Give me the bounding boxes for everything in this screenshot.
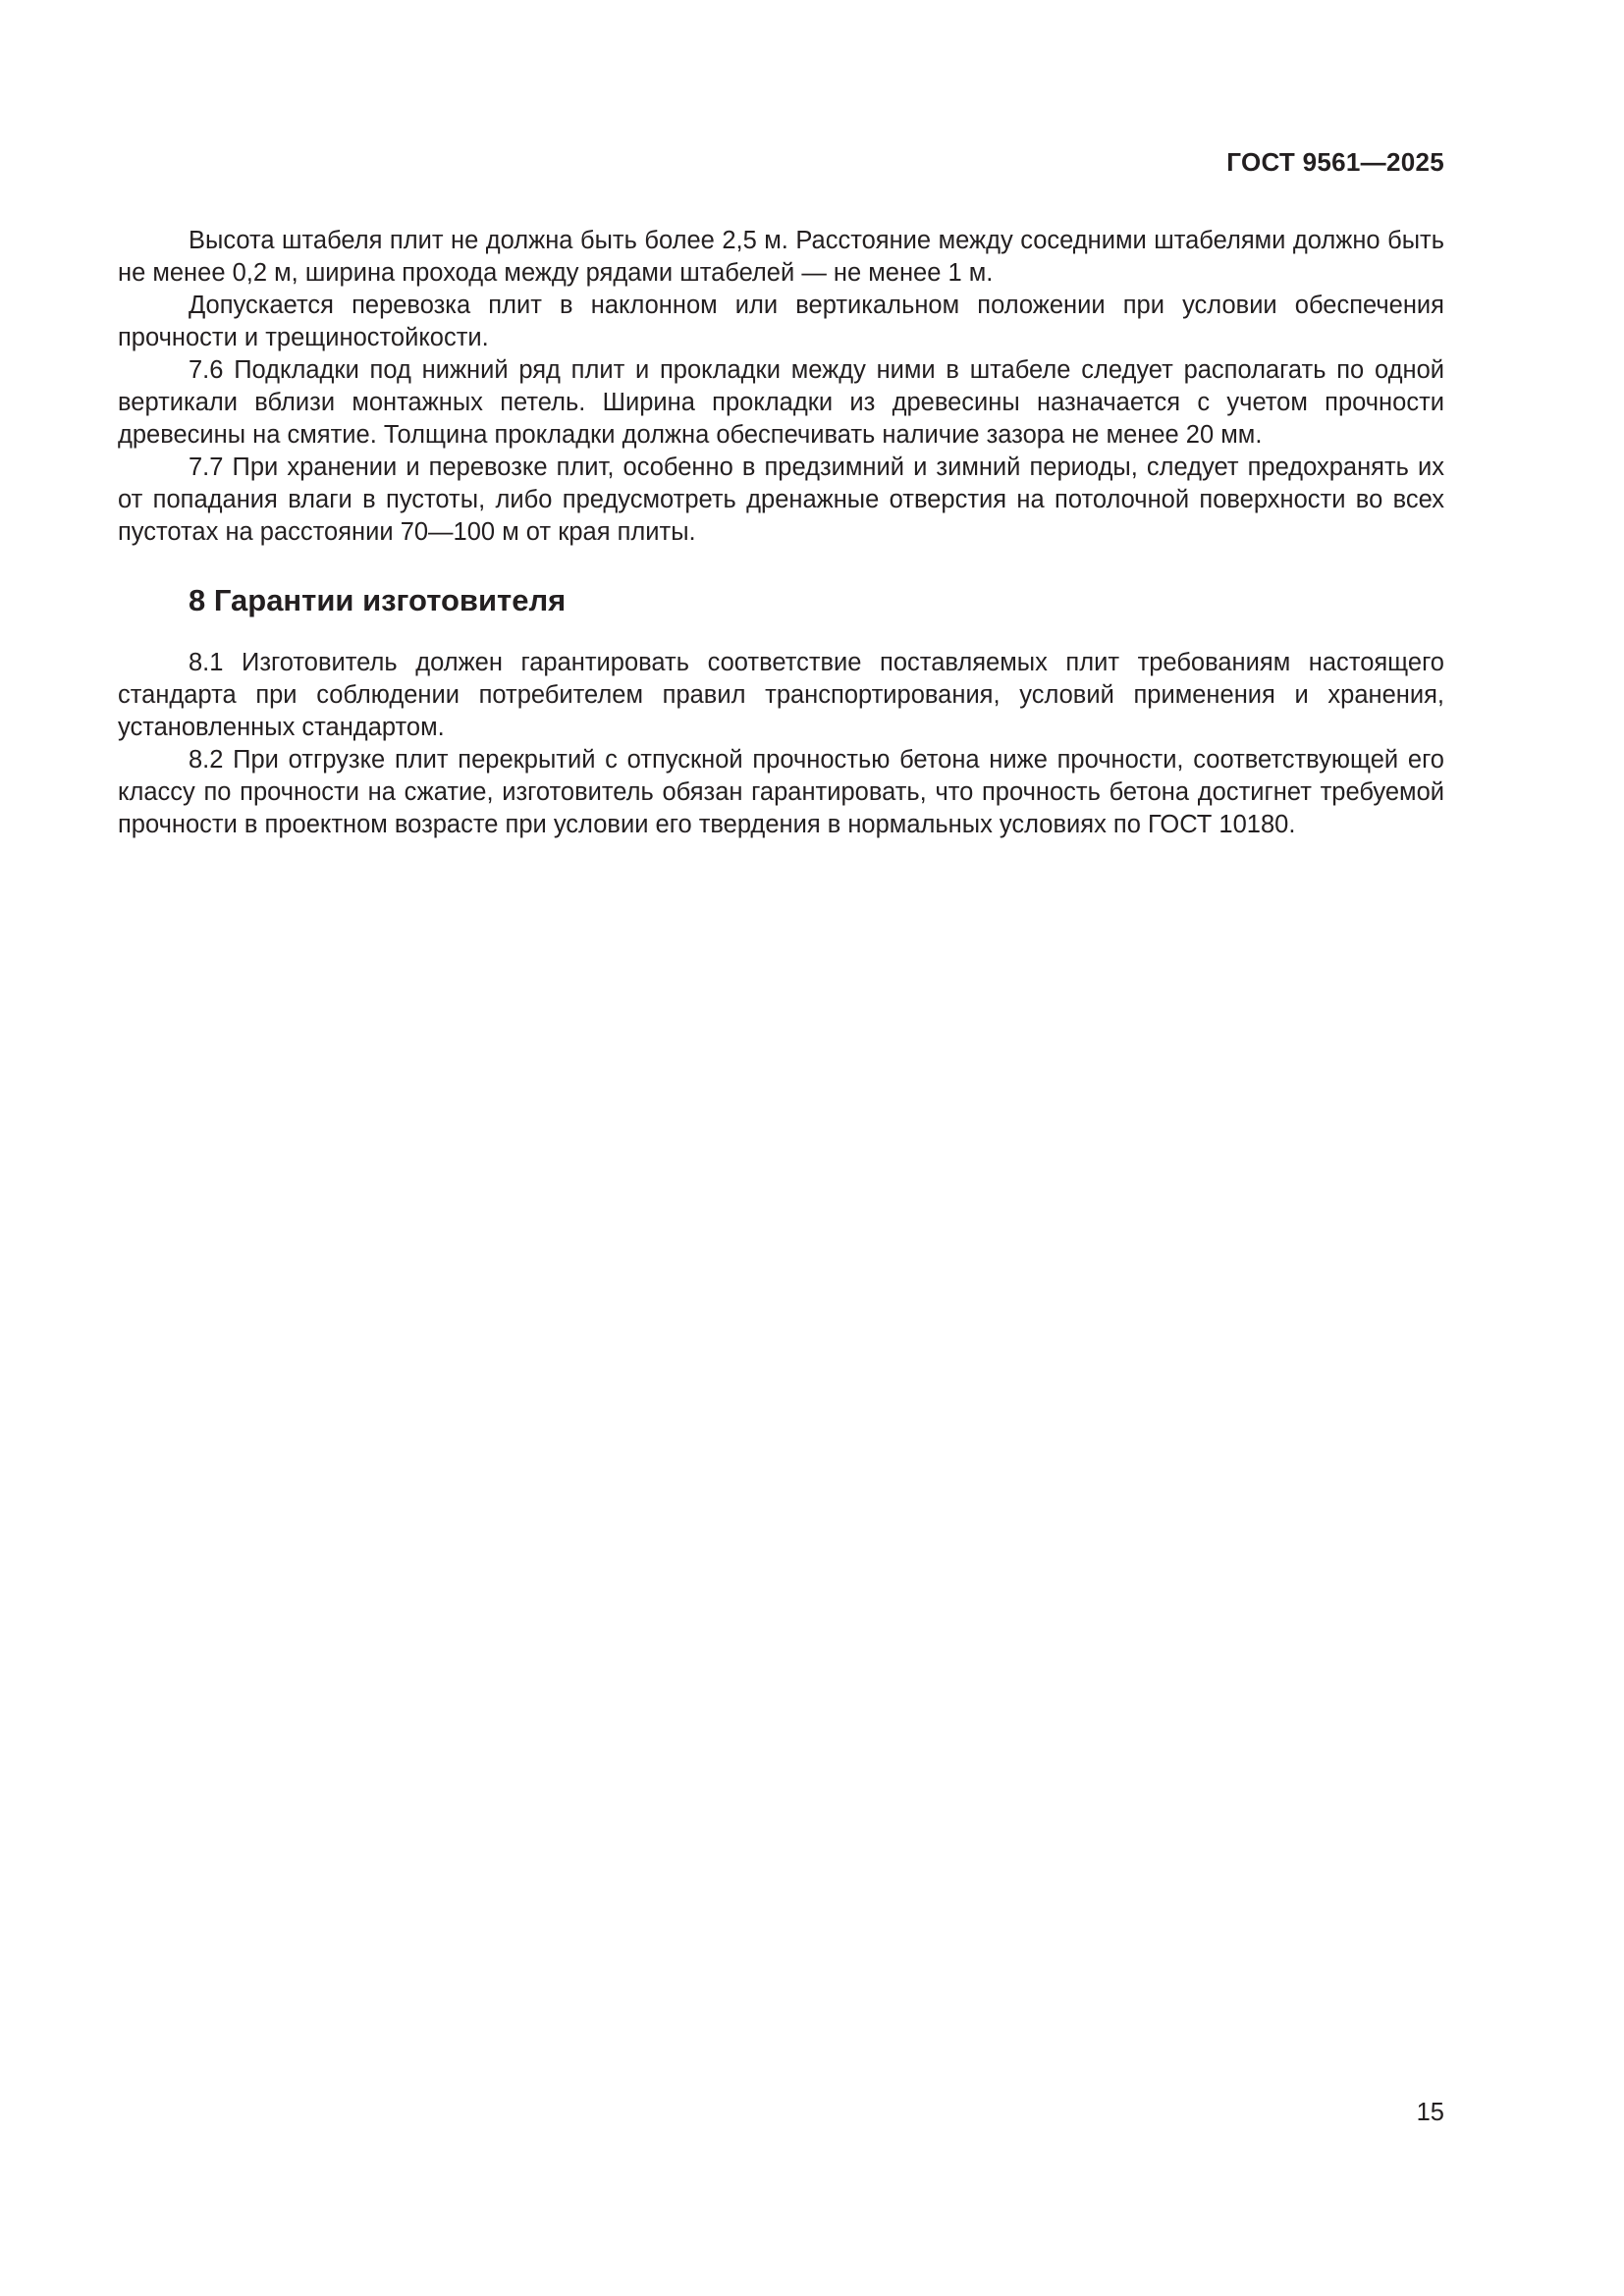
paragraph-7-6: 7.6 Подкладки под нижний ряд плит и прокладки между ними в штабеле следует располагать по одной вертикали вблизи монтажных петель. Ширина прокладки из древесины назначается с учетом прочности древесины на смятие. Толщина прокладки должна обеспечивать наличие зазора не менее 20 мм.: [118, 356, 1444, 449]
page-number: 15: [1416, 2099, 1444, 2126]
paragraph-stack-height: Высота штабеля плит не должна быть более 2,5 м. Расстояние между соседними штабелями должно быть не менее 0,2 м, ширина прохода между рядами штабелей — не менее 1 м.: [118, 227, 1444, 287]
document-code: ГОСТ 9561—2025: [1226, 147, 1444, 177]
section-8-heading: 8 Гарантии изготовителя: [189, 583, 567, 617]
page-content: [118, 225, 1444, 841]
paragraph-7-7: 7.7 При хранении и перевозке плит, особенно в предзимний и зимний периоды, следует предохранять их от попадания влаги в пустоты, либо предусмотреть дренажные отверстия на потолочной поверхности во всех пустотах на расстоянии 70—100 м от края плиты.: [118, 454, 1444, 546]
paragraph-transport-position: Допускается перевозка плит в наклонном или вертикальном положении при условии обеспечения прочности и трещиностойкости.: [118, 292, 1444, 351]
paragraph-8-2: 8.2 При отгрузке плит перекрытий с отпускной прочностью бетона ниже прочности, соответствующей его классу по прочности на сжатие, изготовитель обязан гарантировать, что прочность бетона достигнет требуемой прочности в проектном возрасте при условии его твердения в нормальных условиях по ГОСТ 10180.: [118, 746, 1444, 838]
paragraph-8-1: 8.1 Изготовитель должен гарантировать соответствие поставляемых плит требованиям настоящего стандарта при соблюдении потребителем правил транспортирования, условий применения и хранения, установленных стандартом.: [118, 649, 1444, 741]
